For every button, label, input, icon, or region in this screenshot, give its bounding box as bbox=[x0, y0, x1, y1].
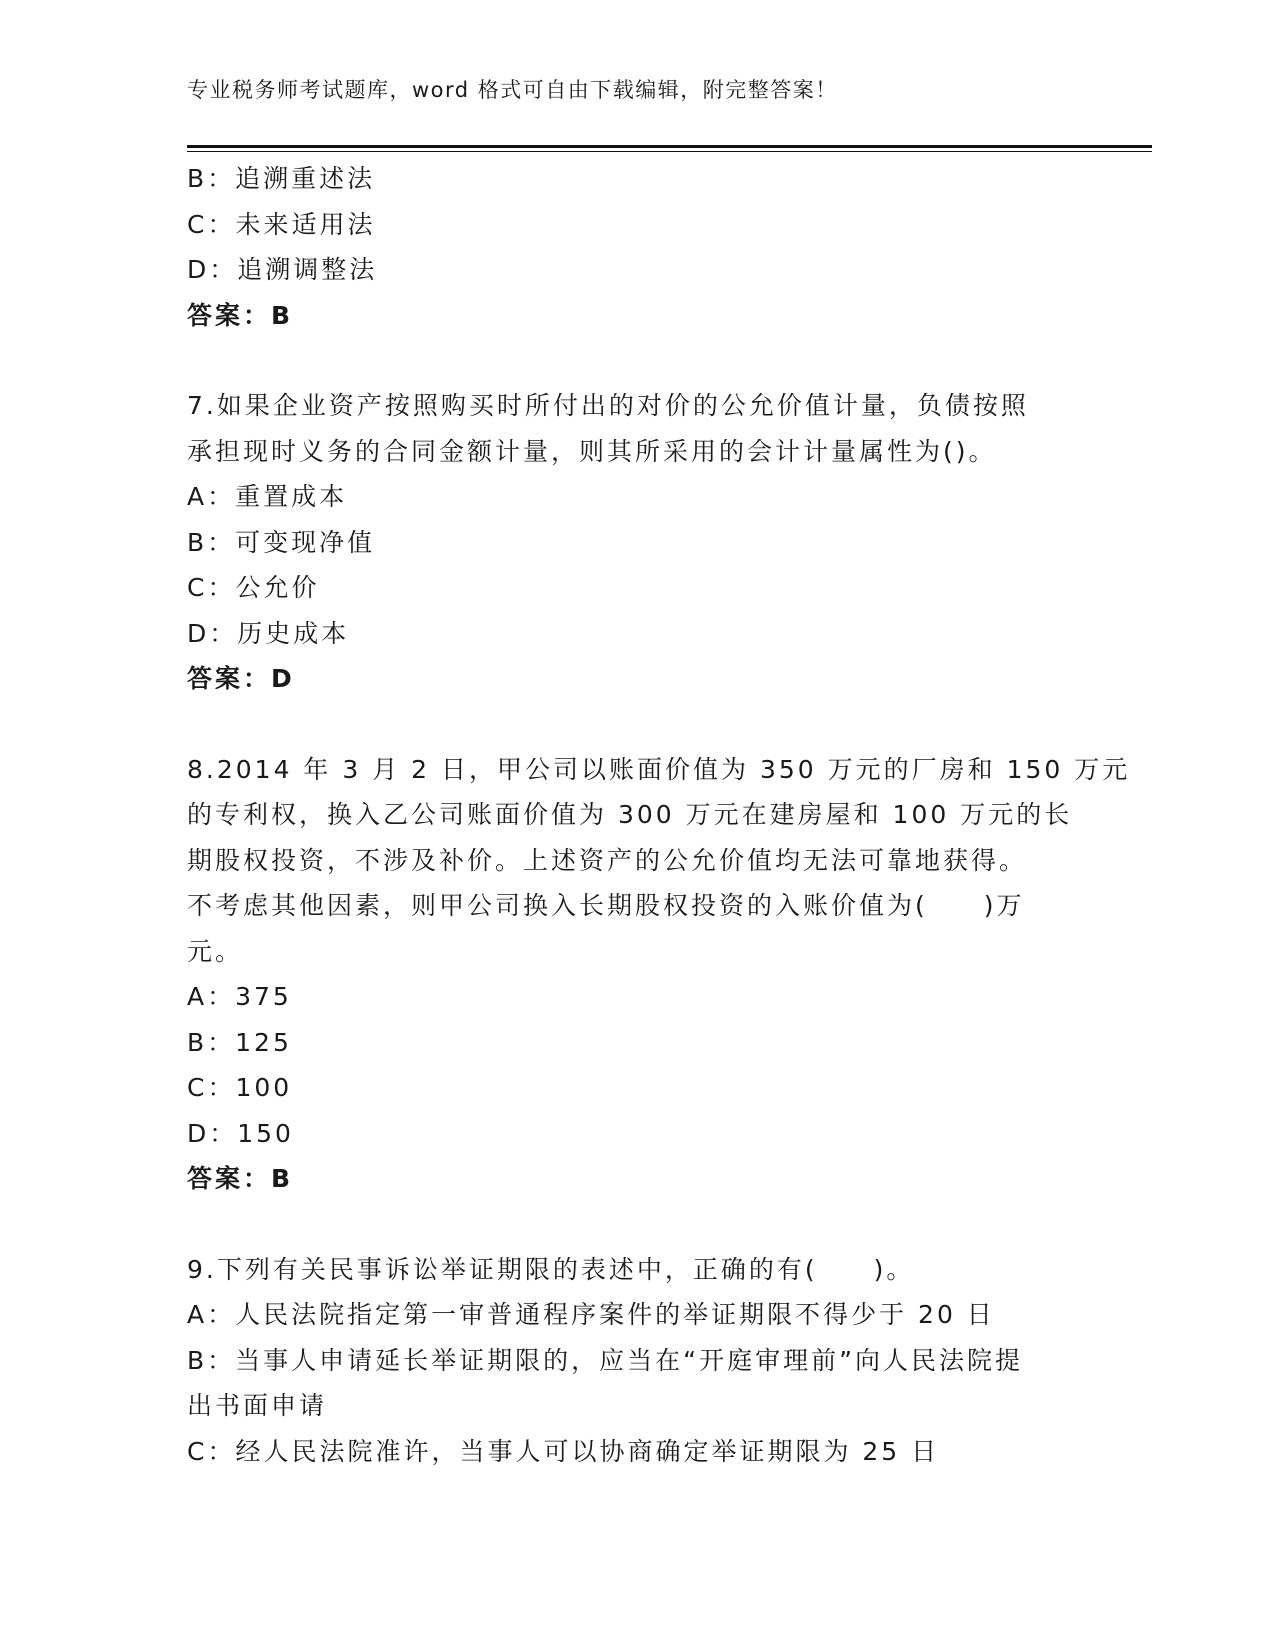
question-text: 7.如果企业资产按照购买时所付出的对价的公允价值计量，负债按照 bbox=[187, 391, 1029, 420]
option-b: B：可变现净值 bbox=[187, 527, 376, 557]
question-text: 不考虑其他因素，则甲公司换入长期股权投资的入账价值为( )万 bbox=[187, 891, 1025, 920]
option-a: A：重置成本 bbox=[187, 482, 348, 511]
question-text: 元。 bbox=[187, 936, 244, 966]
answer: 答案：B bbox=[187, 300, 294, 330]
option-d: D：历史成本 bbox=[187, 618, 350, 648]
question-9 bbox=[187, 1247, 1087, 1475]
question-text: 承担现时义务的合同金额计量，则其所采用的会计计量属性为()。 bbox=[187, 436, 997, 466]
question-8 bbox=[187, 747, 1131, 1202]
option-b: B：125 bbox=[187, 1027, 292, 1057]
question-text: 9.下列有关民事诉讼举证期限的表述中，正确的有( )。 bbox=[187, 1254, 915, 1284]
option-d: D：150 bbox=[187, 1118, 294, 1148]
header-rule-thin bbox=[187, 151, 1152, 152]
answer: 答案：B bbox=[187, 1164, 294, 1193]
page-header: 专业税务师考试题库，word 格式可自由下载编辑，附完整答案！ bbox=[187, 78, 838, 102]
question-text: 期股权投资，不涉及补价。上述资产的公允价值均无法可靠地获得。 bbox=[187, 845, 1028, 875]
document-body bbox=[187, 156, 1131, 1474]
header-rule-thick bbox=[187, 145, 1152, 148]
answer: 答案：D bbox=[187, 664, 295, 693]
option-b: B：追溯重述法 bbox=[187, 164, 376, 193]
option-a: A：人民法院指定第一审普通程序案件的举证期限不得少于 20 日 bbox=[187, 1300, 995, 1329]
option-d: D：追溯调整法 bbox=[187, 255, 378, 284]
option-b-continued: 出书面申请 bbox=[187, 1391, 328, 1420]
question-text: 的专利权，换入乙公司账面价值为 300 万元在建房屋和 100 万元的长 bbox=[187, 800, 1073, 829]
question-7 bbox=[187, 383, 1087, 702]
option-c: C：未来适用法 bbox=[187, 209, 376, 239]
option-c: C：100 bbox=[187, 1073, 293, 1102]
previous-question-continuation bbox=[187, 156, 1087, 338]
option-a: A：375 bbox=[187, 982, 292, 1011]
option-c: C：经人民法院准许，当事人可以协商确定举证期限为 25 日 bbox=[187, 1436, 940, 1466]
option-c: C：公允价 bbox=[187, 573, 320, 602]
question-text: 8.2014 年 3 月 2 日，甲公司以账面价值为 350 万元的厂房和 150 万元 bbox=[187, 754, 1131, 784]
option-b: B：当事人申请延长举证期限的，应当在“开庭审理前”向人民法院提 bbox=[187, 1345, 1024, 1375]
